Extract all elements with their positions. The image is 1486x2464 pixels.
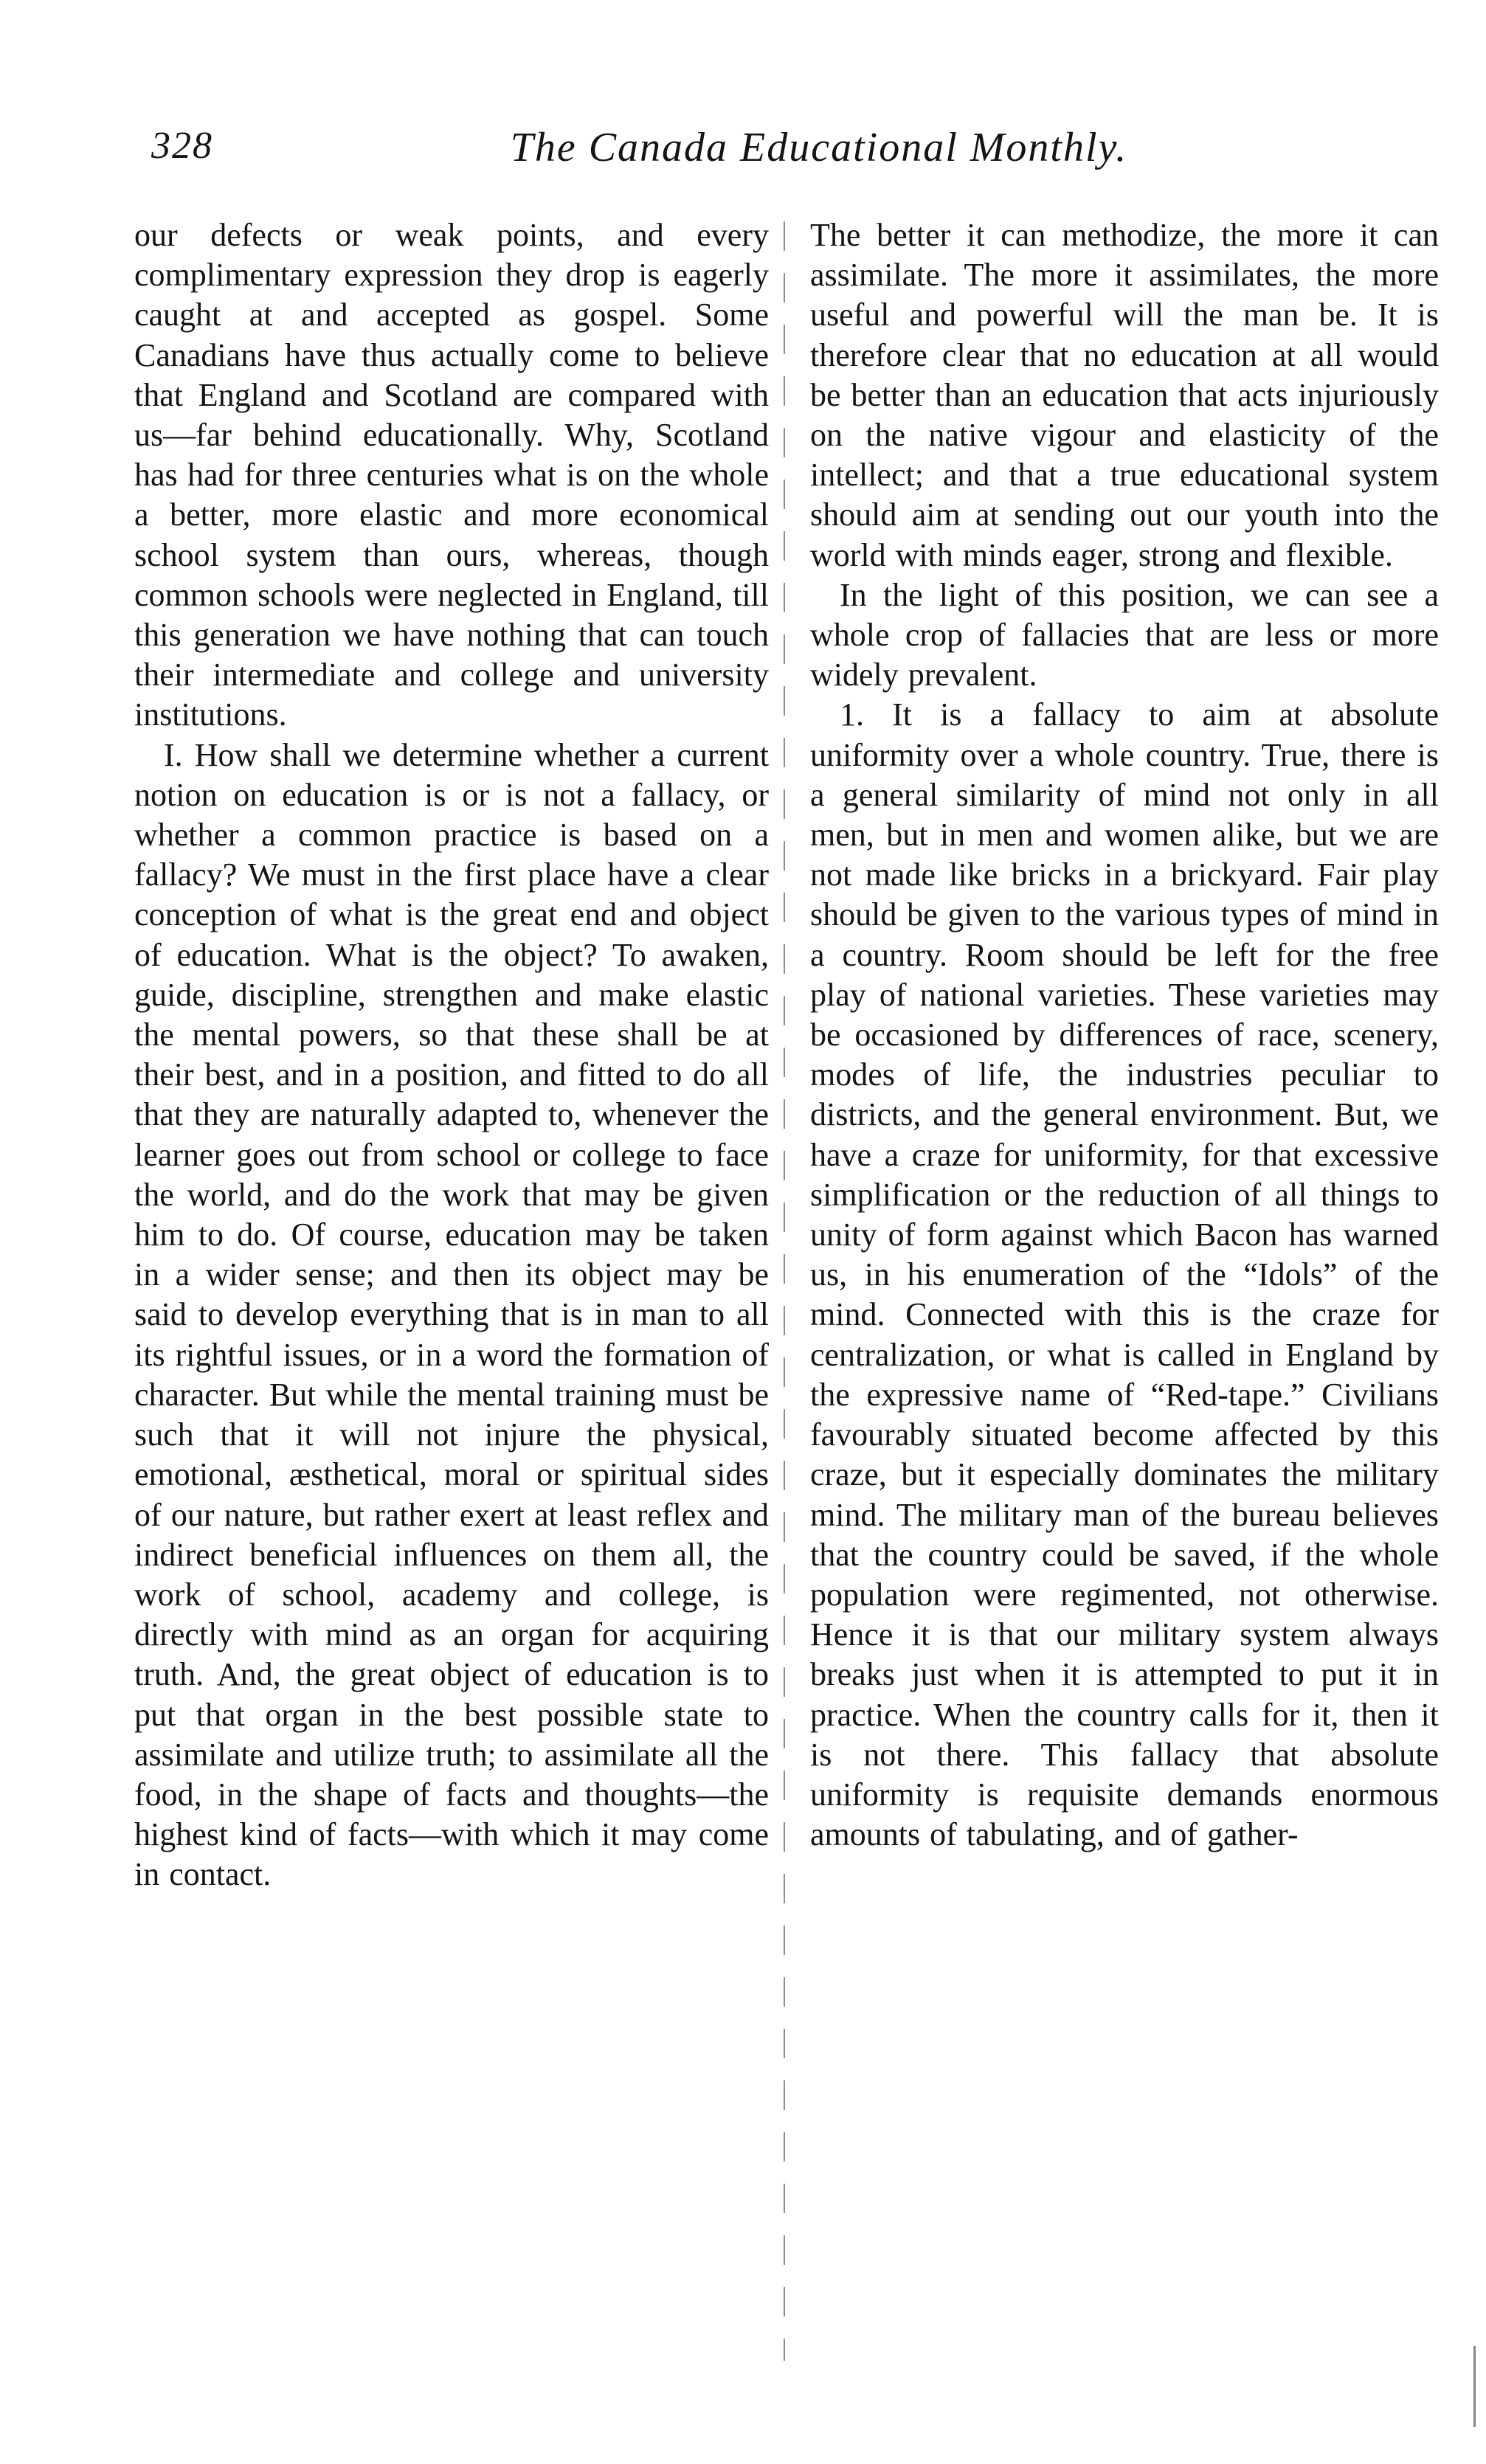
- left-column: [134, 215, 769, 1895]
- paragraph: I. How shall we determine whether a current notion on education is or is not a fallacy, or whether a common practice is based on a fallacy? We must in the first place have a clear conception of what is the great end and object of education. What is the object? To awaken, guide, discipline, strengthen and make elastic the mental powers, so that these shall be at their best, and in a position, and fitted to do all that they are naturally adapted to, whenever the learner goes out from school or college to face the world, and do the work that may be given him to do. Of course, education may be taken in a wider sense; and then its object may be said to develop everything that is in man to all its rightful issues, or in a word the formation of character. But while the mental training must be such that it will not injure the physical, emotional, æsthetical, moral or spiritual sides of our nature, but rather exert at least reflex and indirect beneficial influences on them all, the work of school, academy and college, is directly with mind as an organ for acquiring truth. And, the great object of education is to put that organ in the best possible state to assimilate and utilize truth; to assimilate all the food, in the shape of facts and thoughts—the highest kind of facts—with which it may come in contact.: [134, 736, 769, 1893]
- running-head: [151, 124, 1442, 176]
- paragraph: 1. It is a fallacy to aim at absolute uniformity over a whole country. True, there is a general similarity of mind not only in all men, but in men and women alike, but we are not made like bricks in a brickyard. Fair play should be given to the various types of mind in a country. Room should be left for the free play of national varieties. These varieties may be occasioned by differences of race, scenery, modes of life, the industries peculiar to districts, and the general environment. But, we have a craze for uniformity, for that excessive simplification or the reduction of all things to unity of form against which Bacon has warned us, in his enumeration of the “Idols” of the mind. Connected with this is the craze for centralization, or what is called in England by the expressive name of “Red-tape.” Civilians favourably situated become affected by this craze, but it especially dominates the military mind. The military man of the bureau believes that the country could be saved, if the whole population were regimented, not otherwise. Hence it is that our military system always breaks just when it is attempted to put it in practice. When the country calls for it, then it is not there. This fallacy that absolute uniformity is requisite demands enormous amounts of tabulating, and of gather-: [810, 696, 1439, 1853]
- paragraph: The better it can methodize, the more it can assimilate. The more it assimilates, the more useful and powerful will the man be. It is therefore clear that no education at all would be better than an education that acts injuriously on the native vigour and elasticity of the intellect; and that a true educational system should aim at sending out our youth into the world with minds eager, strong and flexible.: [810, 217, 1439, 573]
- journal-title: The Canada Educational Monthly.: [510, 125, 1128, 170]
- paragraph: our defects or weak points, and every complimentary expression they drop is eagerly caught at and accepted as gospel. Some Canadians have thus actually come to believe that England and Scotland are compared with us—far behind educationally. Why, Scotland has had for three centuries what is on the whole a better, more elastic and more economical school system than ours, whereas, though common schools were neglected in England, till this generation we have nothing that can touch their intermediate and college and university institutions.: [134, 217, 769, 733]
- page-number: 328: [151, 125, 213, 167]
- right-column: [810, 215, 1439, 1855]
- paragraph: In the light of this position, we can see a whole crop of fallacies that are less or more widely prevalent.: [810, 576, 1439, 693]
- column-divider: [784, 221, 785, 2361]
- page-edge-mark: [1473, 2346, 1476, 2427]
